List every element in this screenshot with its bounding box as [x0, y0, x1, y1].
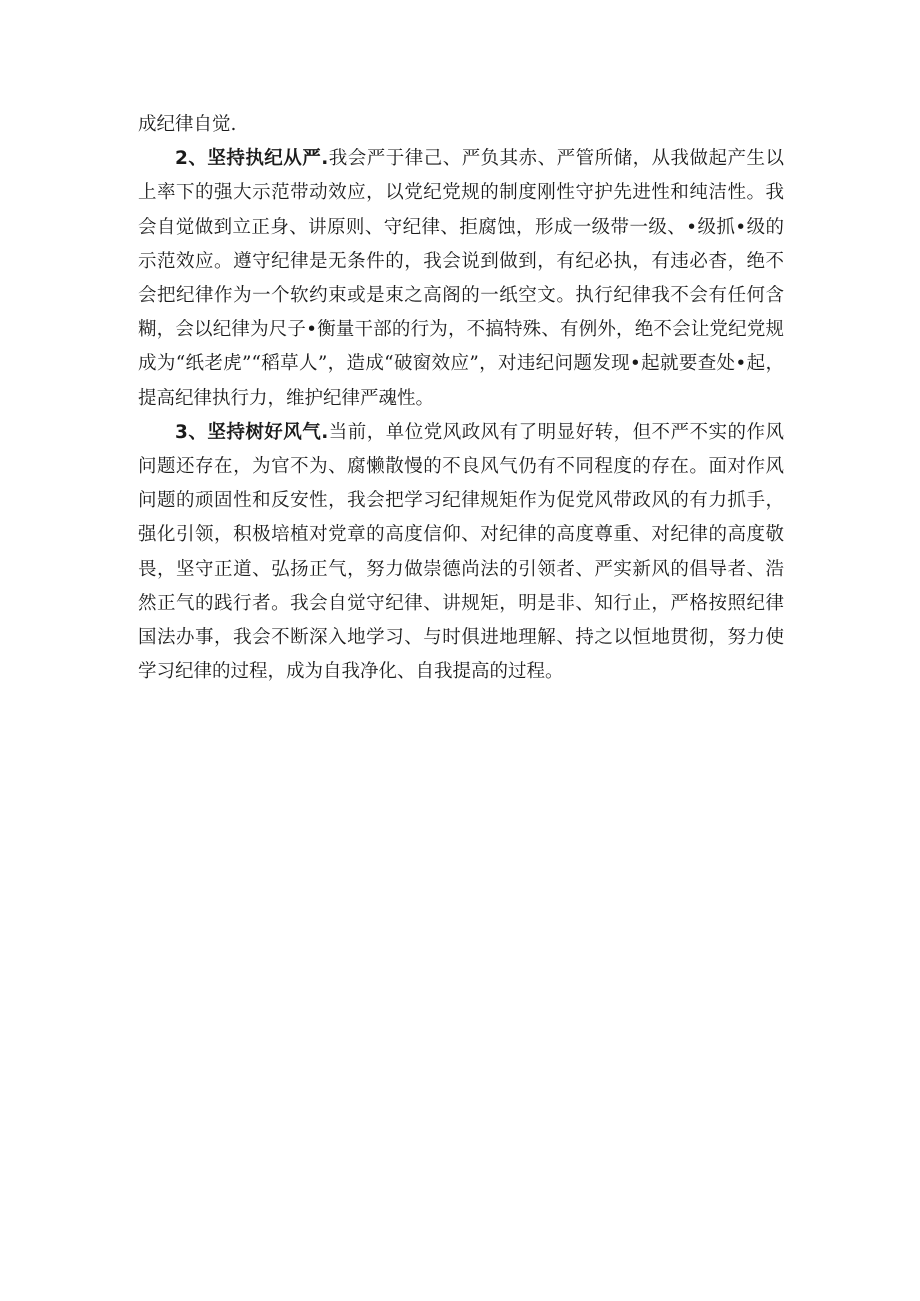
paragraph-good-conduct — [138, 416, 784, 690]
paragraph-text: 成纪律自觉. — [138, 114, 237, 135]
paragraph-heading: 2、坚持执纪从严. — [175, 148, 329, 170]
paragraph-text: 我会严于律己、严负其赤、严管所储，从我做起产生以上率下的强大示范带动效应，以党纪党规的制度刚性守护先进性和纯洁性。我会自觉做到立正身、讲原则、守纪律、拒腐蚀，形成一级带一级、•级抓•级的示范效应。遵守纪律是无条件的，我会说到做到，有纪必执，有违必杳，绝不会把纪律作为一个软约束或是束之高阁的一纸空文。执行纪律我不会有任何含糊，会以纪律为尺子•衡量干部的行为，不搞特殊、有例外，绝不会让党纪党规成为“纸老虎”“稻草人”，造成“破窗效应”，对违纪问题发现•起就要查处•起，提高纪律执行力，维护纪律严魂性。 — [138, 148, 784, 409]
document-body — [138, 108, 784, 689]
paragraph-continuation — [138, 108, 784, 142]
paragraph-text: 当前，单位党风政风有了明显好转，但不严不实的作风问题还存在，为官不为、腐懒散慢的不良风气仍有不同程度的存在。面对作风问题的顽固性和反安性，我会把学习纪律规矩作为促党风带政风的有力抓手，强化引领，积极培植对党章的高度信仰、对纪律的高度尊重、对纪律的高度敬畏，坚守正道、弘扬正气，努力做崇德尚法的引领者、严实新风的倡导者、浩然正气的践行者。我会自觉守纪律、讲规矩，明是非、知行止，严格按照纪律国法办事，我会不断深入地学习、与时俱进地理解、持之以恒地贯彻，努力使学习纪律的过程，成为自我净化、自我提高的过程。 — [138, 421, 784, 683]
paragraph-heading: 3、坚持树好风气. — [175, 421, 329, 443]
paragraph-discipline-enforcement — [138, 142, 784, 416]
